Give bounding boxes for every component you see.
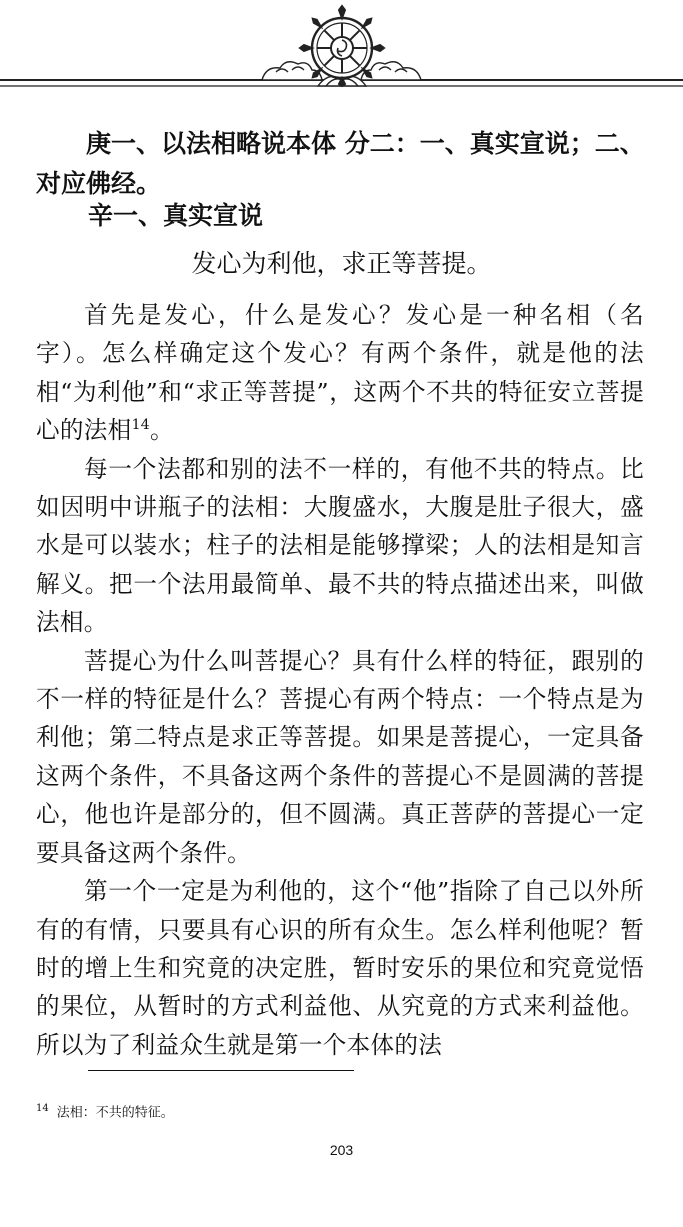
- root-verse: 发心为利他，求正等菩提。: [191, 249, 492, 278]
- paragraph: 首先是发心，什么是发心？发心是一种名相（名字）。怎么样确定这个发心？有两个条件，就是他的法相“为利他”和“求正等菩提”，这两个不共的特征安立菩提心的法相$^{14}$。: [36, 301, 644, 445]
- section-heading-xin-yi: 辛一、真实宣说: [88, 201, 264, 230]
- paragraph: 第一个一定是为利他的，这个“他”指除了自己以外所有的有情，只要具有心识的所有众生。怎么样利他呢？暂时的增上生和究竟的决定胜，暂时安乐的果位和究竟觉悟的果位，从暂时的方式利益他、从究竟的方式来利益他。所以为了利益众生就是第一个本体的法: [36, 877, 644, 1059]
- paragraph: 每一个法都和别的法不一样的，有他不共的特点。比如因明中讲瓶子的法相：大腹盛水，大腹是肚子很大，盛水是可以装水；柱子的法相是能够撑梁；人的法相是知言解义。把一个法用最简单、最不共的特点描述出来，叫做法相。: [36, 454, 644, 637]
- paragraph-text: 首先是发心，什么是发心？发心是一种名相（名字）。怎么样确定这个发心？有两个条件，就是他的法相“为利他”和“求正等菩提”，这两个不共的特征安立菩提心的法相: [36, 301, 644, 445]
- body-text: [36, 296, 644, 1064]
- footnote: [36, 1099, 174, 1123]
- footnote-divider: [88, 1070, 354, 1071]
- footnote-reference[interactable]: 14: [131, 417, 150, 434]
- paragraph: 菩提心为什么叫菩提心？具有什么样的特征，跟别的不一样的特征是什么？菩提心有两个特点：一个特点是为利他；第二特点是求正等菩提。如果是菩提心，一定具备这两个条件，不具备这两个条件的菩提心不是圆满的菩提心，他也许是部分的，但不圆满。真正菩萨的菩提心一定要具备这两个条件。: [36, 646, 644, 867]
- footnote-number: 14: [36, 1103, 49, 1114]
- section-heading-geng-yi: 庚一、以法相略说本体 分二：一、真实宣说；二、对应佛经。: [36, 129, 645, 198]
- dharma-wheel-icon: [0, 0, 683, 100]
- page-header-ornament: [0, 0, 683, 100]
- footnote-text: 法相：不共的特征。: [56, 1105, 174, 1121]
- page-number: 203: [329, 1142, 354, 1158]
